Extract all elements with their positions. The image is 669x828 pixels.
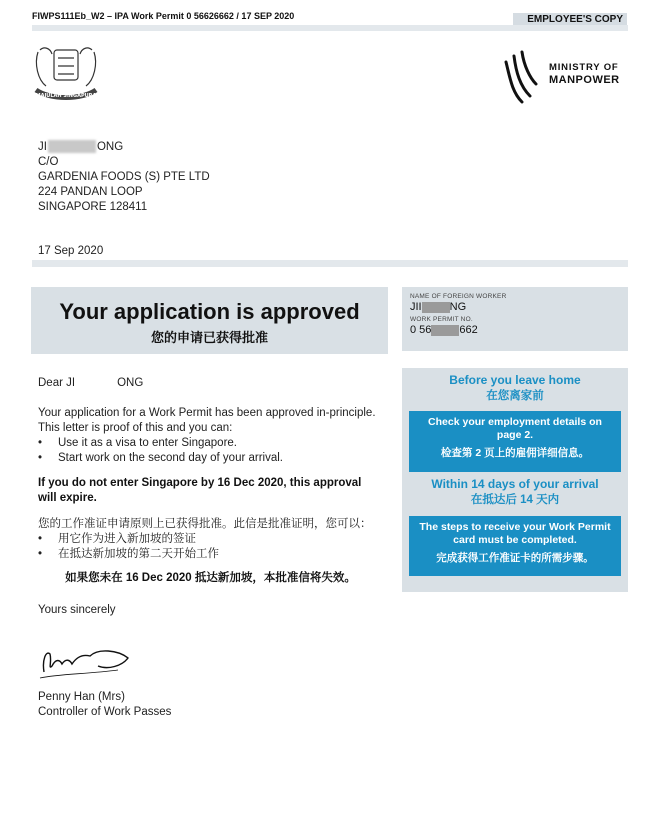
within-heading-en: Within 14 days of your arrival: [431, 477, 599, 491]
salutation: Dear JI ONG: [38, 377, 144, 389]
worker-name-value: JII NG: [410, 301, 467, 313]
copy-badge: EMPLOYEE'S COPY: [513, 13, 627, 27]
redaction-mark: [48, 140, 96, 153]
letter-body: [38, 376, 383, 618]
address-co: C/O: [38, 156, 59, 168]
before-heading-zh: 在您离家前: [486, 390, 544, 402]
worker-name-label: NAME OF FOREIGN WORKER: [410, 293, 507, 300]
address-company: GARDENIA FOODS (S) PTE LTD: [38, 171, 210, 183]
ministry-name-line2: MANPOWER: [549, 74, 620, 86]
list-item: • 用它作为进入新加坡的签证: [38, 532, 383, 547]
signatory-title: Controller of Work Passes: [38, 706, 172, 718]
ministry-name-line1: MINISTRY OF: [549, 62, 619, 73]
step2-en: The steps to receive your Work Permit card must be completed.: [419, 521, 611, 546]
ministry-logo-icon: [500, 48, 540, 106]
ministry-name: [549, 62, 620, 86]
signatory-name: Penny Han (Mrs): [38, 691, 125, 703]
address-city: SINGAPORE 128411: [38, 201, 148, 213]
step1-zh: 检查第 2 页上的雇佣详细信息。: [440, 447, 590, 459]
intro-zh: 您的工作准证申请原则上已获得批准。此信是批准证明，您可以：: [38, 518, 372, 530]
warning-zh: 如果您未在 16 Dec 2020 抵达新加坡，本批准信将失效。: [65, 572, 356, 584]
worker-info-box: [402, 287, 628, 351]
warning-en: If you do not enter Singapore by 16 Dec 2020, this approval will expire.: [38, 477, 362, 504]
step-box-card: [409, 516, 621, 576]
approval-title-zh: 您的申请已获得批准: [150, 330, 268, 345]
redaction-mark: [431, 325, 459, 336]
header-rule: [32, 25, 628, 31]
bullets-en: [38, 436, 383, 466]
state-crest-icon: [30, 40, 102, 104]
next-steps-panel: [402, 368, 628, 592]
intro-en: Your application for a Work Permit has been approved in-principle. This letter is proof of this and you can:: [38, 407, 376, 434]
signature-icon: [38, 640, 133, 680]
signatory-block: [38, 690, 171, 720]
step2-zh: 完成获得工作准证卡的所需步骤。: [436, 552, 594, 564]
recipient-address: [38, 140, 210, 215]
closing: Yours sincerely: [38, 604, 116, 616]
permit-number-value: 0 56 662: [410, 324, 478, 336]
approval-title-en: Your application is approved: [59, 299, 360, 324]
list-item: • Use it as a visa to enter Singapore.: [38, 436, 383, 451]
address-street: 224 PANDAN LOOP: [38, 186, 143, 198]
permit-number-label: WORK PERMIT NO.: [410, 316, 473, 323]
bullets-zh: [38, 532, 383, 562]
step-box-employment: [409, 411, 621, 472]
list-item: • Start work on the second day of your arrival.: [38, 451, 383, 466]
svg-text:MAJULAH SINGAPURA: MAJULAH SINGAPURA: [35, 93, 97, 99]
within-heading-zh: 在抵达后 14 天内: [470, 494, 560, 506]
redaction-mark: [422, 302, 450, 313]
before-heading-en: Before you leave home: [449, 373, 581, 387]
approval-banner: [31, 287, 388, 354]
list-item: • 在抵达新加坡的第二天开始工作: [38, 547, 383, 562]
recipient-name: JI ONG: [38, 141, 124, 153]
document-reference: FIWPS111Eb_W2 – IPA Work Permit 0 56626662 / 17 SEP 2020: [32, 11, 295, 21]
section-rule: [32, 260, 628, 267]
letter-date: 17 Sep 2020: [38, 245, 104, 257]
step1-en: Check your employment details on page 2.: [428, 416, 602, 441]
